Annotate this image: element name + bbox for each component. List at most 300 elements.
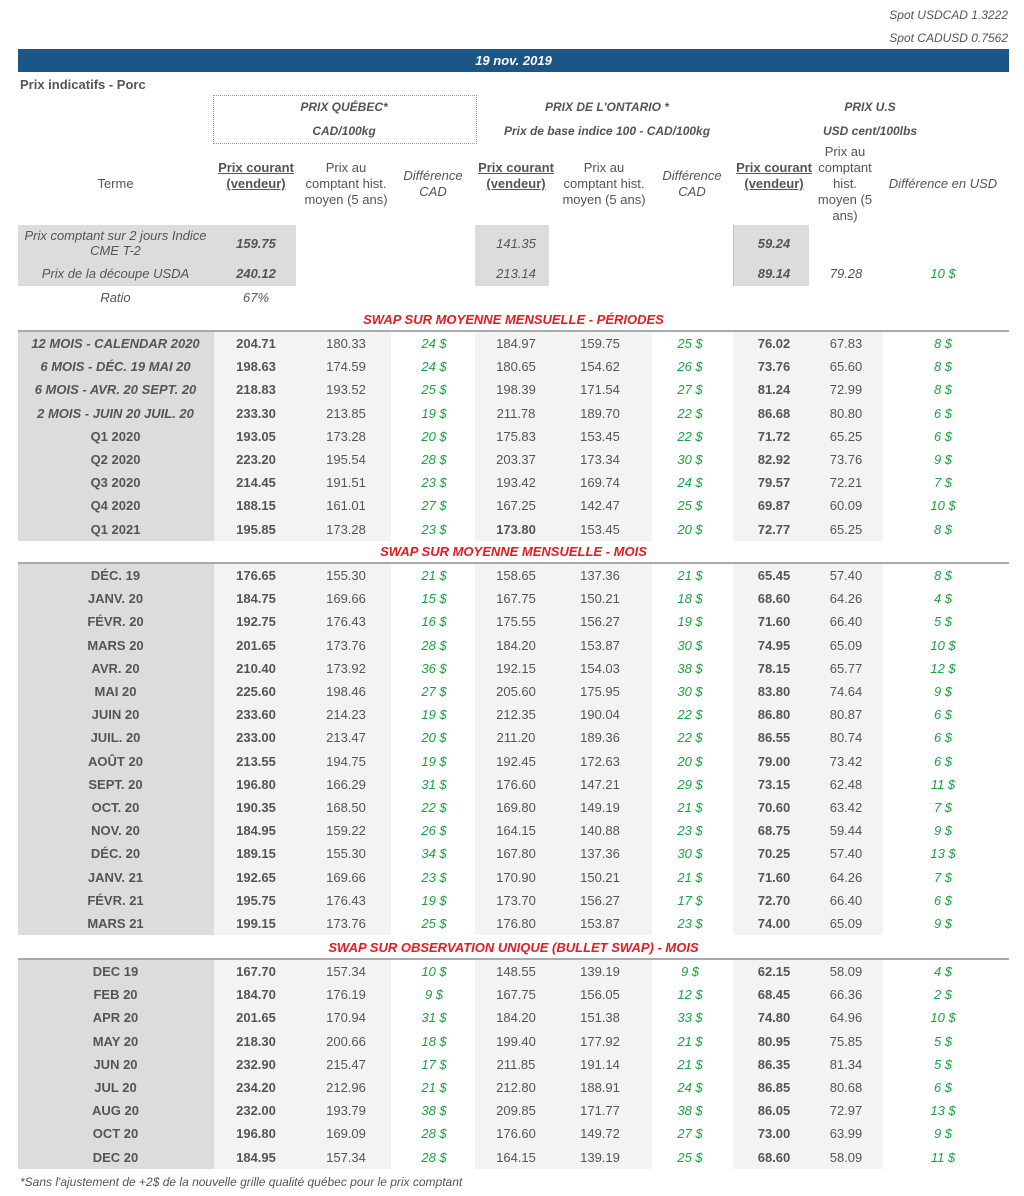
cell-on-prix-hist: 177.92	[580, 1033, 620, 1049]
cell-on-prix-courant: 164.15	[496, 823, 536, 839]
table-row	[18, 1006, 1009, 1029]
cell-qc-diff: 28 $	[421, 1149, 447, 1165]
cell-us-prix-hist: 65.25	[829, 428, 863, 444]
cell-terme: MARS 20	[87, 637, 144, 653]
cell-us-prix-hist: 65.60	[829, 359, 863, 375]
cell-us-prix-hist: 67.83	[829, 336, 863, 351]
cell-terme: JANV. 20	[87, 591, 144, 607]
cell-us-prix-hist: 57.40	[829, 846, 863, 862]
cell-qc-prix-courant: 195.75	[236, 892, 276, 908]
cell-qc-prix-courant: 214.45	[236, 475, 276, 491]
table-row	[18, 726, 1009, 749]
cell-on-prix-courant: 176.80	[496, 916, 536, 931]
cell-on-diff: 20 $	[677, 521, 703, 537]
cell-qc-prix-hist: 155.30	[326, 568, 366, 583]
cell-us-prix-courant: 82.92	[757, 452, 791, 467]
table-row	[18, 518, 1009, 541]
cell-qc-prix-courant: 184.75	[236, 591, 276, 607]
cell-qc-prix-courant: 233.30	[236, 405, 276, 421]
cell-on-prix-courant: 169.80	[496, 800, 536, 815]
spot-label: Prix comptant sur 2 jours Indice CME T-2	[24, 228, 207, 258]
cell-qc-prix-courant: 223.20	[236, 452, 276, 467]
cell-us-diff: 8 $	[933, 336, 953, 351]
cell-terme: JUN 20	[93, 1056, 138, 1072]
cell-qc-diff: 18 $	[421, 1033, 447, 1049]
cell-terme: APR 20	[92, 1010, 139, 1026]
cell-us-diff: 6 $	[933, 753, 953, 769]
cell-us-prix-courant: 86.80	[757, 707, 791, 723]
cell-on-diff: 21 $	[677, 800, 703, 815]
quebec-group-title: PRIX QUÉBEC*	[300, 100, 388, 114]
table-row	[18, 1122, 1009, 1145]
table-row	[18, 773, 1009, 796]
cell-us-prix-courant: 69.87	[757, 498, 791, 514]
cell-us-prix-courant: 73.00	[757, 1126, 791, 1142]
cell-us-prix-courant: 83.80	[757, 684, 791, 699]
cell-qc-prix-courant: 213.55	[236, 753, 276, 769]
cell-qc-prix-courant: 232.00	[236, 1103, 276, 1119]
cell-on-diff: 30 $	[677, 684, 703, 699]
cell-terme: MAY 20	[92, 1033, 139, 1049]
cell-qc-prix-courant: 218.83	[236, 382, 276, 398]
cell-us-prix-courant: 74.95	[757, 637, 791, 653]
cell-terme: Q4 2020	[90, 498, 141, 514]
col-header-on-diff: Différence CAD	[662, 168, 722, 199]
cell-on-prix-courant: 180.65	[496, 359, 536, 375]
cell-us-diff: 8 $	[933, 568, 953, 583]
cell-us-prix-hist: 80.68	[829, 1080, 863, 1095]
cell-qc-prix-courant: 233.60	[236, 707, 276, 723]
cell-terme: AVR. 20	[91, 660, 140, 676]
cell-qc-prix-hist: 168.50	[326, 800, 366, 815]
cell-us-diff: 6 $	[933, 730, 953, 746]
cell-on-prix-hist: 151.38	[580, 1010, 620, 1026]
cell-on-prix-hist: 140.88	[580, 823, 620, 839]
cell-qc-prix-courant: 189.15	[236, 846, 276, 862]
cell-on-prix-courant: 175.55	[496, 614, 536, 630]
cell-on-prix-hist: 142.47	[580, 498, 620, 514]
section-title: SWAP SUR MOYENNE MENSUELLE - PÉRIODES	[18, 310, 1009, 332]
cell-us-prix-courant: 68.60	[757, 1149, 791, 1165]
cell-us-prix-courant: 72.70	[757, 892, 791, 908]
cell-qc-diff: 28 $	[421, 637, 447, 653]
col-header-on-prix-hist: Prix au comptant hist. moyen (5 ans)	[562, 160, 646, 207]
cell-on-prix-courant: 205.60	[496, 684, 536, 699]
cell-on-diff: 19 $	[677, 614, 703, 630]
cell-us-diff: 5 $	[933, 1056, 953, 1072]
cell-terme: FÉVR. 21	[87, 892, 144, 908]
spot-us-value: 89.14	[757, 266, 791, 281]
ontario-group-unit: Prix de base indice 100 - CAD/100kg	[503, 124, 711, 138]
ratio-label: Ratio	[100, 290, 131, 305]
table-row	[18, 355, 1009, 378]
cell-on-prix-hist: 137.36	[580, 568, 620, 583]
cell-us-diff: 8 $	[933, 359, 953, 375]
cell-qc-prix-courant: 188.15	[236, 498, 276, 514]
table-row	[18, 1146, 1009, 1169]
spot-label: Prix de la découpe USDA	[41, 266, 190, 281]
cell-terme: 12 MOIS - CALENDAR 2020	[31, 336, 200, 351]
cell-terme: NOV. 20	[91, 823, 140, 839]
cell-on-prix-hist: 156.27	[580, 892, 620, 908]
cell-us-prix-hist: 80.80	[829, 405, 863, 421]
cell-qc-prix-courant: 232.90	[236, 1056, 276, 1072]
cell-us-prix-courant: 74.80	[757, 1010, 791, 1026]
cell-us-diff: 11 $	[930, 776, 956, 792]
cell-qc-diff: 24 $	[421, 336, 447, 351]
cell-on-prix-hist: 175.95	[580, 684, 620, 699]
cell-qc-prix-hist: 214.23	[326, 707, 366, 723]
cell-qc-diff: 19 $	[421, 753, 447, 769]
cell-on-prix-hist: 189.36	[580, 730, 620, 746]
cell-qc-prix-hist: 200.66	[326, 1033, 366, 1049]
cell-qc-diff: 31 $	[421, 776, 447, 792]
table-row	[18, 1099, 1009, 1122]
cell-qc-prix-hist: 173.92	[326, 660, 366, 676]
cell-qc-diff: 27 $	[421, 498, 447, 514]
cell-us-prix-hist: 65.25	[829, 521, 863, 537]
cell-on-prix-hist: 147.21	[580, 776, 620, 792]
cell-on-diff: 26 $	[677, 359, 703, 375]
cell-terme: DEC 19	[92, 964, 139, 979]
cell-us-diff: 10 $	[930, 637, 956, 653]
cell-on-prix-hist: 137.36	[580, 846, 620, 862]
cell-on-prix-courant: 167.75	[496, 591, 536, 607]
cell-us-prix-courant: 73.15	[757, 776, 791, 792]
cell-on-diff: 22 $	[677, 730, 703, 746]
cell-on-diff: 25 $	[677, 498, 703, 514]
cell-qc-prix-hist: 173.28	[326, 428, 366, 444]
cell-qc-prix-courant: 196.80	[236, 1126, 276, 1142]
us-group-unit: USD cent/100lbs	[822, 124, 918, 138]
cell-on-prix-hist: 188.91	[580, 1080, 620, 1095]
cell-qc-diff: 10 $	[421, 964, 447, 979]
cell-qc-diff: 15 $	[421, 591, 447, 607]
cell-qc-diff: 38 $	[421, 1103, 447, 1119]
cell-us-diff: 8 $	[933, 521, 953, 537]
cell-terme: OCT. 20	[91, 800, 140, 815]
cell-us-diff: 13 $	[930, 846, 956, 862]
cell-terme: OCT 20	[92, 1126, 139, 1142]
cell-on-prix-hist: 172.63	[580, 753, 620, 769]
table-row	[18, 960, 1009, 983]
cell-qc-diff: 23 $	[421, 869, 447, 885]
cell-qc-diff: 23 $	[421, 521, 447, 537]
cell-on-prix-hist: 169.74	[580, 475, 620, 491]
cell-us-prix-hist: 80.87	[829, 707, 863, 723]
spot-row-usda	[18, 262, 1009, 285]
cell-us-prix-hist: 63.42	[829, 800, 863, 815]
cell-qc-prix-courant: 210.40	[236, 660, 276, 676]
cell-qc-diff: 17 $	[421, 1056, 447, 1072]
cell-terme: Q1 2020	[90, 428, 141, 444]
page-subtitle: Prix indicatifs - Porc	[20, 77, 146, 92]
cell-qc-prix-hist: 173.76	[326, 916, 366, 931]
cell-terme: Q2 2020	[90, 452, 141, 467]
cell-on-diff: 38 $	[677, 660, 703, 676]
cell-qc-diff: 25 $	[421, 916, 447, 931]
cell-us-prix-courant: 62.15	[757, 964, 791, 979]
cell-us-diff: 9 $	[933, 452, 953, 467]
cell-us-diff: 2 $	[933, 987, 953, 1003]
cell-qc-prix-hist: 169.09	[326, 1126, 366, 1142]
cell-us-prix-courant: 78.15	[757, 660, 791, 676]
cell-on-prix-hist: 171.54	[580, 382, 620, 398]
cell-qc-diff: 25 $	[421, 382, 447, 398]
cell-terme: DÉC. 20	[90, 846, 141, 862]
cell-qc-diff: 23 $	[421, 475, 447, 491]
cell-qc-prix-courant: 204.71	[236, 336, 276, 351]
cell-qc-prix-hist: 174.59	[326, 359, 366, 375]
cell-qc-prix-hist: 198.46	[326, 684, 366, 699]
cell-us-prix-courant: 71.72	[757, 428, 791, 444]
spot-cadusd: Spot CADUSD 0.7562	[889, 31, 1008, 45]
cell-on-diff: 30 $	[677, 637, 703, 653]
cell-qc-diff: 20 $	[421, 428, 447, 444]
cell-qc-prix-courant: 192.75	[236, 614, 276, 630]
cell-on-diff: 18 $	[677, 591, 703, 607]
cell-us-diff: 9 $	[933, 916, 953, 931]
cell-us-diff: 6 $	[933, 892, 953, 908]
cell-on-diff: 9 $	[680, 964, 700, 979]
cell-on-prix-courant: 175.83	[496, 428, 536, 444]
cell-us-prix-hist: 65.09	[829, 637, 863, 653]
cell-on-diff: 20 $	[677, 753, 703, 769]
cell-on-prix-hist: 190.04	[580, 707, 620, 723]
cell-on-prix-hist: 153.87	[580, 916, 620, 931]
cell-qc-prix-courant: 198.63	[236, 359, 276, 375]
cell-us-prix-hist: 72.21	[829, 475, 863, 491]
cell-on-diff: 23 $	[677, 823, 703, 839]
cell-us-diff: 13 $	[930, 1103, 956, 1119]
cell-qc-prix-courant: 184.95	[236, 823, 276, 839]
cell-on-prix-courant: 212.35	[496, 707, 536, 723]
cell-us-prix-courant: 68.60	[757, 591, 791, 607]
cell-qc-prix-courant: 201.65	[236, 1010, 276, 1026]
col-header-terme: Terme	[97, 176, 134, 191]
cell-qc-diff: 16 $	[421, 614, 447, 630]
cell-qc-prix-courant: 196.80	[236, 776, 276, 792]
cell-on-prix-hist: 154.62	[580, 359, 620, 375]
cell-on-prix-courant: 184.20	[496, 1010, 536, 1026]
cell-on-prix-courant: 170.90	[496, 869, 536, 885]
spot-on-value: 213.14	[496, 266, 536, 281]
cell-us-diff: 11 $	[930, 1149, 956, 1165]
cell-qc-prix-courant: 167.70	[236, 964, 276, 979]
cell-on-prix-hist: 156.27	[580, 614, 620, 630]
cell-us-prix-courant: 72.77	[757, 521, 791, 537]
cell-qc-prix-hist: 169.66	[326, 869, 366, 885]
cell-qc-prix-hist: 157.34	[326, 1149, 366, 1165]
section-title: SWAP SUR OBSERVATION UNIQUE (BULLET SWAP) - MOIS	[18, 938, 1009, 960]
cell-us-prix-hist: 57.40	[829, 568, 863, 583]
cell-qc-diff: 31 $	[421, 1010, 447, 1026]
cell-qc-prix-hist: 180.33	[326, 336, 366, 351]
cell-terme: Q1 2021	[90, 521, 141, 537]
cell-qc-diff: 19 $	[421, 405, 447, 421]
cell-us-prix-courant: 86.68	[757, 405, 791, 421]
cell-on-prix-hist: 153.45	[580, 428, 620, 444]
cell-us-diff: 4 $	[933, 964, 953, 979]
cell-on-prix-courant: 164.15	[496, 1149, 536, 1165]
cell-on-prix-courant: 173.70	[496, 892, 536, 908]
cell-qc-prix-hist: 176.19	[326, 987, 366, 1003]
cell-us-prix-courant: 65.45	[757, 568, 791, 583]
cell-us-prix-hist: 62.48	[829, 776, 863, 792]
spot-us-hist: 79.28	[829, 266, 863, 281]
cell-on-prix-courant: 148.55	[496, 964, 536, 979]
cell-on-diff: 27 $	[677, 382, 703, 398]
cell-us-diff: 9 $	[933, 684, 953, 699]
cell-on-prix-hist: 159.75	[580, 336, 620, 351]
cell-qc-prix-courant: 190.35	[236, 800, 276, 815]
cell-on-prix-courant: 176.60	[496, 776, 536, 792]
cell-qc-prix-hist: 193.79	[326, 1103, 366, 1119]
cell-on-prix-hist: 150.21	[580, 869, 620, 885]
cell-on-prix-courant: 209.85	[496, 1103, 536, 1119]
cell-qc-prix-courant: 201.65	[236, 637, 276, 653]
cell-us-prix-courant: 73.76	[757, 359, 791, 375]
cell-qc-prix-courant: 234.20	[236, 1080, 276, 1095]
quebec-group-unit: CAD/100kg	[312, 124, 376, 138]
cell-on-prix-courant: 173.80	[496, 521, 536, 537]
cell-on-prix-courant: 184.20	[496, 637, 536, 653]
table-row	[18, 471, 1009, 494]
cell-qc-prix-hist: 215.47	[326, 1056, 366, 1072]
cell-qc-prix-hist: 195.54	[326, 452, 366, 467]
cell-terme: JANV. 21	[87, 869, 144, 885]
cell-us-diff: 9 $	[933, 823, 953, 839]
cell-us-prix-courant: 81.24	[757, 382, 791, 398]
cell-on-prix-hist: 150.21	[580, 591, 620, 607]
cell-qc-prix-hist: 212.96	[326, 1080, 366, 1095]
cell-qc-prix-hist: 213.47	[326, 730, 366, 746]
cell-us-prix-courant: 80.95	[757, 1033, 791, 1049]
cell-us-diff: 10 $	[930, 1010, 956, 1026]
cell-us-diff: 9 $	[933, 1126, 953, 1142]
cell-qc-prix-hist: 169.66	[326, 591, 366, 607]
cell-on-prix-hist: 189.70	[580, 405, 620, 421]
cell-on-diff: 30 $	[677, 846, 703, 862]
us-group-title: PRIX U.S	[844, 100, 896, 114]
cell-qc-prix-courant: 199.15	[236, 916, 276, 931]
table-row	[18, 1076, 1009, 1099]
table-row	[18, 564, 1009, 587]
cell-on-prix-hist: 149.72	[580, 1126, 620, 1142]
table-row	[18, 866, 1009, 889]
cell-on-prix-courant: 193.42	[496, 475, 536, 491]
cell-qc-diff: 20 $	[421, 730, 447, 746]
cell-qc-prix-hist: 170.94	[326, 1010, 366, 1026]
cell-us-prix-hist: 74.64	[829, 684, 863, 699]
cell-us-diff: 6 $	[933, 1080, 953, 1095]
cell-on-diff: 21 $	[677, 568, 703, 583]
cell-on-diff: 22 $	[677, 707, 703, 723]
cell-qc-prix-courant: 193.05	[236, 428, 276, 444]
cell-qc-prix-courant: 225.60	[236, 684, 276, 699]
cell-qc-prix-hist: 176.43	[326, 892, 366, 908]
cell-us-prix-hist: 64.26	[829, 869, 863, 885]
cell-us-prix-hist: 73.76	[829, 452, 863, 467]
cell-on-prix-courant: 192.45	[496, 753, 536, 769]
table-row	[18, 494, 1009, 517]
cell-terme: JUIN 20	[91, 707, 140, 723]
cell-qc-prix-hist: 194.75	[326, 753, 366, 769]
cell-on-prix-hist: 156.05	[580, 987, 620, 1003]
cell-on-diff: 21 $	[677, 1033, 703, 1049]
table-row	[18, 1053, 1009, 1076]
cell-on-prix-courant: 176.60	[496, 1126, 536, 1142]
cell-on-diff: 29 $	[677, 776, 703, 792]
table-row	[18, 889, 1009, 912]
cell-on-prix-courant: 212.80	[496, 1080, 536, 1095]
cell-us-diff: 6 $	[933, 707, 953, 723]
table-row	[18, 796, 1009, 819]
cell-qc-prix-courant: 218.30	[236, 1033, 276, 1049]
cell-on-prix-hist: 149.19	[580, 800, 620, 815]
cell-qc-diff: 34 $	[421, 846, 447, 862]
cell-qc-diff: 36 $	[421, 660, 447, 676]
cell-qc-prix-hist: 166.29	[326, 776, 366, 792]
cell-qc-prix-hist: 157.34	[326, 964, 366, 979]
cell-qc-diff: 26 $	[421, 823, 447, 839]
ontario-group-title: PRIX DE L'ONTARIO *	[545, 100, 669, 114]
cell-us-prix-courant: 74.00	[757, 916, 791, 931]
cell-on-prix-courant: 198.39	[496, 382, 536, 398]
section-title: SWAP SUR MOYENNE MENSUELLE - MOIS	[18, 542, 1009, 564]
cell-qc-prix-hist: 191.51	[326, 475, 366, 491]
cell-qc-prix-courant: 184.95	[236, 1149, 276, 1165]
cell-us-prix-hist: 59.44	[829, 823, 863, 839]
cell-on-prix-courant: 158.65	[496, 568, 536, 583]
cell-us-prix-courant: 71.60	[757, 869, 791, 885]
cell-on-prix-hist: 139.19	[580, 964, 620, 979]
table-row	[18, 842, 1009, 865]
cell-us-prix-hist: 64.96	[829, 1010, 863, 1026]
cell-us-prix-courant: 79.00	[757, 753, 791, 769]
cell-terme: SEPT. 20	[88, 776, 143, 792]
cell-on-prix-courant: 184.97	[496, 336, 536, 351]
cell-on-diff: 25 $	[677, 1149, 703, 1165]
cell-us-diff: 12 $	[930, 660, 956, 676]
cell-terme: DEC 20	[92, 1149, 139, 1165]
cell-on-prix-hist: 139.19	[580, 1149, 620, 1165]
cell-qc-prix-hist: 155.30	[326, 846, 366, 862]
table-row	[18, 1030, 1009, 1053]
cell-on-diff: 12 $	[677, 987, 703, 1003]
cell-us-prix-courant: 86.55	[757, 730, 791, 746]
col-header-us-prix-hist: Prix au comptant hist. moyen (5 ans)	[817, 144, 873, 223]
cell-us-diff: 5 $	[933, 1033, 953, 1049]
cell-qc-prix-hist: 176.43	[326, 614, 366, 630]
cell-on-prix-hist: 153.87	[580, 637, 620, 653]
cell-us-prix-courant: 86.35	[757, 1056, 791, 1072]
ratio-value: 67%	[242, 290, 270, 305]
cell-us-prix-hist: 66.40	[829, 892, 863, 908]
cell-on-diff: 22 $	[677, 405, 703, 421]
cell-terme: AOÛT 20	[88, 753, 143, 769]
table-row	[18, 448, 1009, 471]
spot-row-cme	[18, 228, 1009, 260]
cell-us-prix-courant: 68.75	[757, 823, 791, 839]
spot-on-value: 141.35	[496, 236, 536, 251]
cell-us-prix-courant: 76.02	[757, 336, 791, 351]
cell-us-diff: 8 $	[933, 382, 953, 398]
cell-us-prix-hist: 66.40	[829, 614, 863, 630]
cell-us-prix-hist: 66.36	[829, 987, 863, 1003]
cell-terme: 2 MOIS - JUIN 20 JUIL. 20	[37, 405, 194, 421]
cell-us-prix-hist: 81.34	[829, 1056, 863, 1072]
